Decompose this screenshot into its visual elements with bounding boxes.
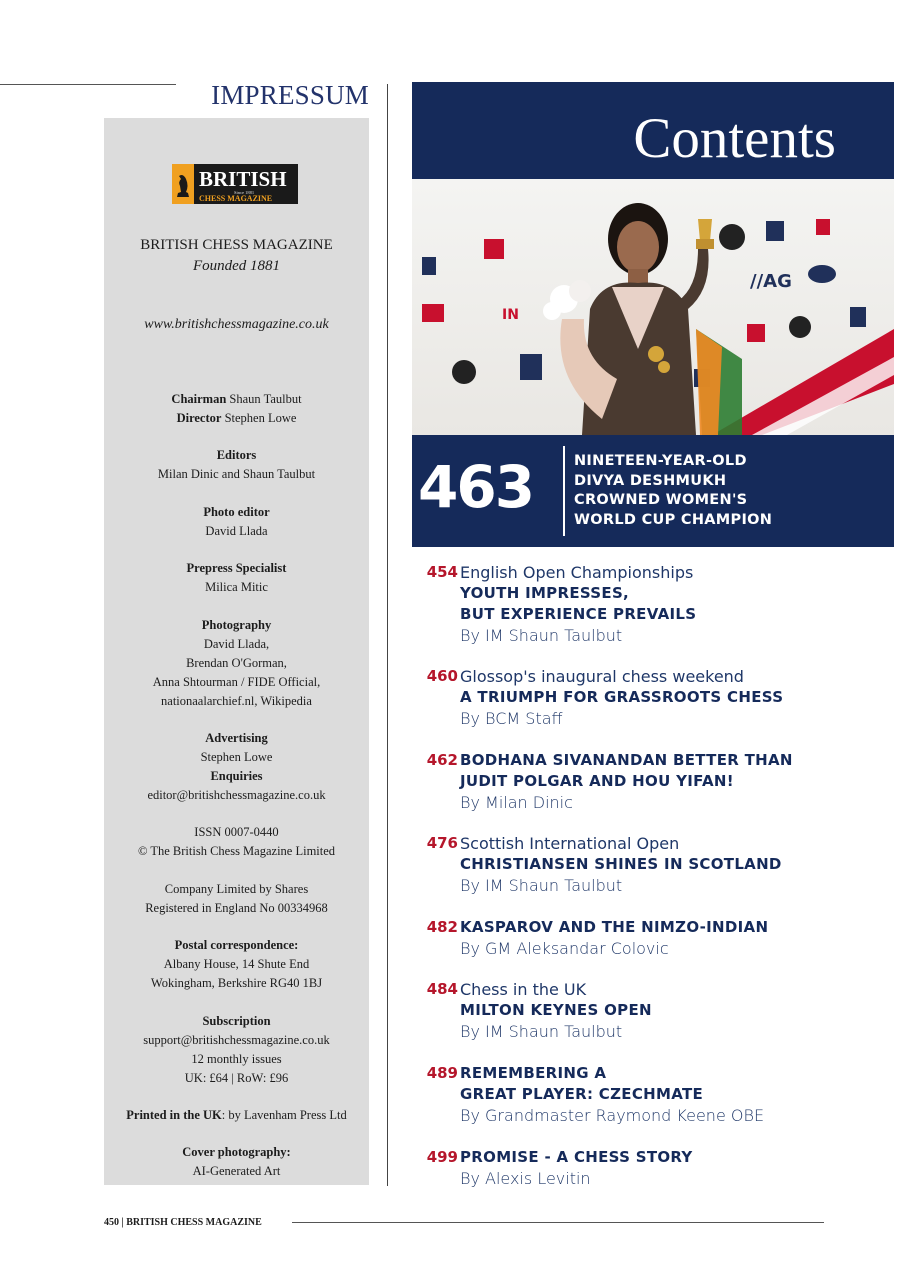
photography-line: nationaalarchief.nl, Wikipedia [161, 694, 312, 708]
footer-publication: BRITISH CHESS MAGAZINE [126, 1217, 262, 1228]
photography-line: Brendan O'Gorman, [186, 656, 287, 670]
toc-headline: BODHANA SIVANANDAN BETTER THAN [460, 751, 793, 769]
toc-byline: By Milan Dinic [460, 793, 573, 812]
toc-page-number[interactable]: 484 [426, 980, 458, 998]
chairman-line: Chairman Shaun Taulbut [171, 392, 302, 406]
postal-line: Albany House, 14 Shute End [163, 957, 310, 971]
toc-headline: YOUTH IMPRESSES, [460, 584, 630, 602]
footer-rule [292, 1222, 824, 1223]
postal-label: Postal correspondence: [174, 938, 299, 952]
column-divider [387, 84, 388, 1186]
photo-editor-value: David Llada [205, 524, 268, 538]
toc-kicker: Chess in the UK [460, 980, 587, 999]
website[interactable]: www.britishchessmagazine.co.uk [144, 317, 329, 332]
toc-page-number[interactable]: 476 [426, 834, 458, 852]
advertising-label: Advertising [205, 731, 268, 745]
subscription-label: Subscription [202, 1014, 271, 1028]
photography-line: David Llada, [203, 637, 270, 651]
toc-page-number[interactable]: 462 [426, 751, 458, 769]
magazine-name: BRITISH CHESS MAGAZINE [140, 237, 333, 253]
toc-kicker: English Open Championships [460, 563, 694, 582]
subscription-price: UK: £64 | RoW: £96 [184, 1071, 289, 1085]
toc-entry[interactable] [460, 1147, 900, 1189]
cover-photo [412, 179, 894, 435]
advertising-value: Stephen Lowe [200, 750, 273, 764]
enquiries-email[interactable]: editor@britishchessmagazine.co.uk [147, 788, 326, 802]
toc-entry[interactable] [460, 833, 900, 896]
toc-entry[interactable] [460, 1063, 900, 1126]
toc-page-number[interactable]: 489 [426, 1064, 458, 1082]
toc-headline: JUDIT POLGAR AND HOU YIFAN! [460, 772, 734, 790]
toc-headline: GREAT PLAYER: CZECHMATE [460, 1085, 704, 1103]
impressum-title: IMPRESSUM [211, 80, 369, 110]
toc-headline: BUT EXPERIENCE PREVAILS [460, 605, 697, 623]
subscription-issues: 12 monthly issues [191, 1052, 282, 1066]
toc-entry[interactable] [460, 979, 900, 1042]
svg-text:CHESS MAGAZINE: CHESS MAGAZINE [199, 194, 273, 203]
toc-entry[interactable] [460, 666, 900, 729]
feature-page-number[interactable]: 463 [418, 453, 534, 521]
enquiries-label: Enquiries [210, 769, 263, 783]
photo-editor-label: Photo editor [203, 505, 270, 519]
toc-page-number[interactable]: 454 [426, 563, 458, 581]
svg-text://AG: //AG [750, 271, 792, 292]
subscription-email[interactable]: support@britishchessmagazine.co.uk [143, 1033, 330, 1047]
postal-line: Wokingham, Berkshire RG40 1BJ [150, 976, 323, 990]
photography-line: Anna Shtourman / FIDE Official, [152, 675, 321, 689]
toc-headline: PROMISE - A CHESS STORY [460, 1148, 693, 1166]
toc-headline: REMEMBERING A [460, 1064, 607, 1082]
cover-label: Cover photography: [182, 1145, 291, 1159]
editors-label: Editors [216, 448, 257, 462]
toc-entry[interactable] [460, 917, 900, 959]
feature-headline[interactable]: NINETEEN-YEAR-OLD DIVYA DESHMUKH CROWNED WOMEN'S WORLD CUP CHAMPION [574, 453, 773, 528]
svg-text:BRITISH: BRITISH [199, 167, 287, 191]
page-footer [104, 1217, 262, 1228]
company-line: Registered in England No 00334968 [145, 901, 328, 915]
toc-headline: KASPAROV AND THE NIMZO-INDIAN [460, 918, 769, 936]
contents-title: Contents [633, 107, 836, 170]
toc-byline: By IM Shaun Taulbut [460, 626, 623, 645]
toc-entry[interactable] [460, 562, 900, 646]
toc-headline: MILTON KEYNES OPEN [460, 1001, 652, 1019]
footer-page-number: 450 [104, 1217, 119, 1228]
feature-divider [563, 446, 565, 536]
company-line: Company Limited by Shares [164, 882, 309, 896]
prepress-label: Prepress Specialist [186, 561, 287, 575]
printed-line: Printed in the UK: by Lavenham Press Ltd [126, 1108, 347, 1122]
cover-value: AI-Generated Art [192, 1164, 281, 1178]
director-line: Director Stephen Lowe [176, 411, 297, 425]
toc-byline: By GM Aleksandar Colovic [460, 939, 669, 958]
toc-page-number[interactable]: 482 [426, 918, 458, 936]
toc-kicker: Glossop's inaugural chess weekend [460, 667, 744, 686]
bcm-logo [172, 164, 298, 204]
toc-page-number[interactable]: 499 [426, 1148, 458, 1166]
toc-byline: By IM Shaun Taulbut [460, 876, 623, 895]
founded-line: Founded 1881 [192, 258, 281, 274]
prepress-value: Milica Mitic [205, 580, 268, 594]
toc-page-number[interactable]: 460 [426, 667, 458, 685]
svg-text:IN: IN [502, 307, 519, 323]
toc-byline: By BCM Staff [460, 709, 563, 728]
photography-label: Photography [201, 618, 272, 632]
toc-byline: By IM Shaun Taulbut [460, 1022, 623, 1041]
issn: ISSN 0007-0440 [194, 825, 279, 839]
toc-byline: By Alexis Levitin [460, 1169, 591, 1188]
toc-headline: A TRIUMPH FOR GRASSROOTS CHESS [460, 688, 784, 706]
copyright: © The British Chess Magazine Limited [137, 844, 336, 858]
toc-byline: By Grandmaster Raymond Keene OBE [460, 1106, 765, 1125]
impressum-rule [0, 84, 176, 85]
toc-kicker: Scottish International Open [460, 834, 680, 853]
toc-headline: CHRISTIANSEN SHINES IN SCOTLAND [460, 855, 782, 873]
svg-text:Since 1881: Since 1881 [234, 190, 255, 195]
editors-value: Milan Dinic and Shaun Taulbut [157, 467, 316, 481]
footer-separator: | [121, 1217, 124, 1228]
toc-entry[interactable] [460, 750, 900, 813]
